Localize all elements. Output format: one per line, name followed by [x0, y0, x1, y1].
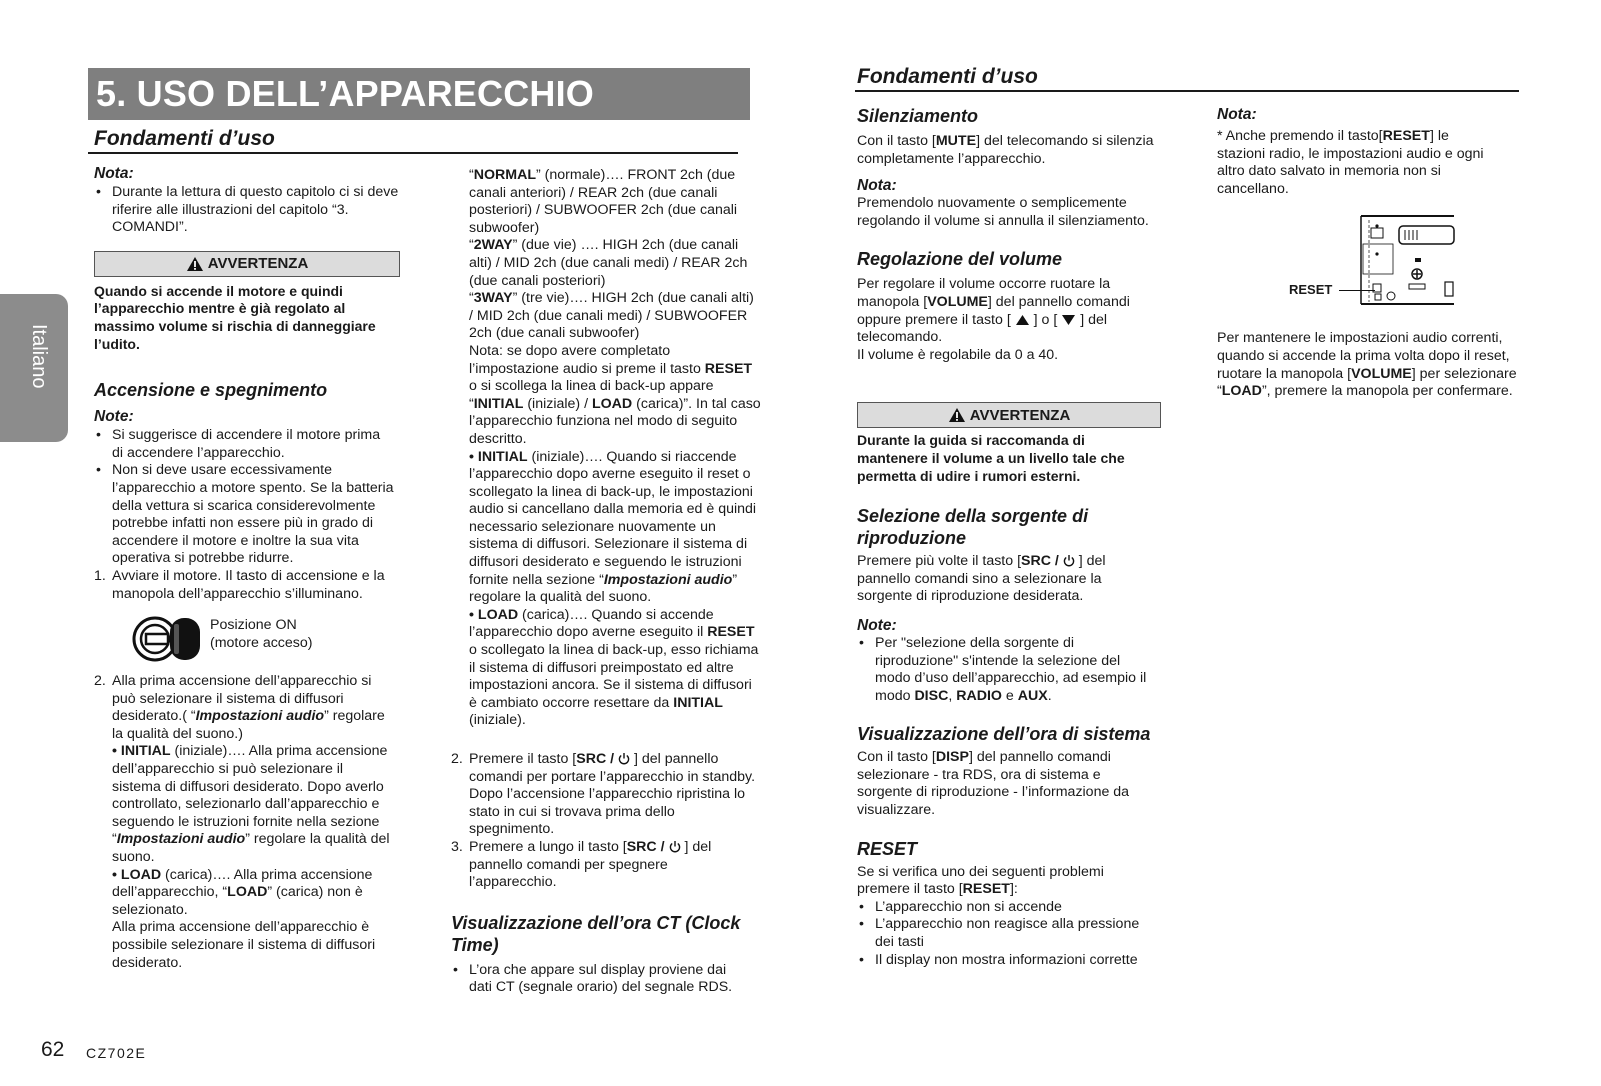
time-text: Con il tasto [DISP] del pannello comandi selezionare - tra RDS, ora di sistema e sorgente di riproduzione - l’informazione da visualizzare.	[857, 749, 1130, 819]
warning-icon	[948, 407, 966, 423]
reset-note: Nota: se dopo avere completato l’impostazione audio si preme il tasto RESET o si scollega la linea di back-up appare “INITIAL (iniziale) / LOAD (carica)”. In tal caso l’apparecchio funziona nel modo di seguito descritto.	[469, 342, 761, 447]
reset-nota-label: Nota:	[1217, 106, 1257, 123]
page-number: 62	[41, 1038, 65, 1061]
heading-ct: Visualizzazione dell’ora CT (Clock Time)	[451, 912, 741, 955]
chapter-title: 5. USO DELL’APPARECCHIO	[88, 68, 750, 120]
heading-accensione: Accensione e spegnimento	[94, 380, 328, 401]
language-tab	[0, 294, 68, 442]
up-arrow-icon	[1015, 314, 1030, 326]
warning-text-volume: Durante la guida si raccomanda di mantenere il volume a un livello tale che permetta di udire i rumori esterni.	[857, 432, 1125, 484]
nota-item: • Durante la lettura di questo capitolo ci si deve riferire alle illustrazioni del capitolo “3. COMANDI”.	[94, 184, 404, 237]
initial-mode: • INITIAL (iniziale)…. Quando si riaccende l’apparecchio dopo averne eseguito il reset o scollegato la linea di back-up, le impostazioni audio si cancellano dalla memoria ed è quindi necessario selezionare nuovamente un sistema di diffusori. Selezionare il sistema di diffusori desiderato e seguendo le istruzioni fornite nella sezione “Impostazioni audio” regolare la qualità del suono.	[469, 448, 757, 606]
warning-box-volume	[857, 402, 1161, 428]
right-column-a	[857, 105, 1157, 969]
volume-load-text: Per mantenere le impostazioni audio correnti, quando si accende la prima volta dopo il reset, ruotare la manopola [VOLUME] per selezionare “LOAD”, premere la manopola per confermare.	[1217, 330, 1517, 400]
reset-callout-line	[1339, 290, 1375, 291]
reset-nota-text: * Anche premendo il tasto[RESET] le stazioni radio, le impostazioni audio e ogni altro dato salvato in memoria non si cancellano.	[1217, 128, 1484, 197]
section-title-left: Fondamenti d’uso	[88, 126, 738, 154]
down-arrow-icon	[1061, 314, 1076, 326]
key-caption-1: Posizione ON	[210, 617, 297, 634]
middle-steps	[451, 751, 757, 997]
power-icon	[618, 752, 630, 765]
warning-icon	[186, 256, 204, 272]
language-tab-label: Italiano	[28, 324, 50, 389]
reset-item: • L’apparecchio non si accende	[857, 899, 1157, 917]
step-2: 2. Alla prima accensione dell’apparecchio si può selezionare il sistema di diffusori desiderato.( “Impostazioni audio” regolare la qualità del suono.) • INITIAL (iniziale)…. Alla prima accensione dell’apparecchio si può selezionare il sistema di diffusori desiderato. Dopo averlo controllato, selezionarlo dall’apparecchio e seguendo le istruzioni fornite nella sezione “Impostazioni audio” regolare la qualità del suono. • LOAD (carica)…. Alla prima accensione dell’apparecchio, “LOAD” (carica) non è selezionato. Alla prima accensione dell’apparecchio è possibile selezionare il sistema di diffusori desiderato.	[94, 673, 390, 971]
note-label: Note:	[94, 408, 134, 426]
step-2-standby: 2. Premere il tasto [SRC / ] del pannello comandi per portare l’apparecchio in standby. Dopo l’accensione l’apparecchio ripristina lo stato in cui si trovava prima dello spegnimento.	[451, 751, 756, 838]
step-1: 1. Avviare il motore. Il tasto di accensione e la manopola dell’apparecchio s’illuminano.	[94, 567, 385, 602]
source-note-item: • Per "selezione della sorgente di riproduzione" s'intende la selezione del modo d’uso dell’apparecchio, ad esempio il modo DISC, RADIO e AUX.	[857, 635, 1155, 705]
step-3-off: 3. Premere a lungo il tasto [SRC / ] del pannello comandi per spegnere l’apparecchio.	[451, 838, 712, 891]
model-name: CZ702E	[86, 1045, 147, 1061]
right-column-b	[1217, 105, 1527, 401]
speaker-3way: “3WAY” (tre vie)…. HIGH 2ch (due canali alti) / MID 2ch (due canali medi) / SUBWOOFER 2ch (due canali subwoofer)	[469, 290, 754, 342]
power-icon	[669, 840, 681, 853]
warning-text: Quando si accende il motore e quindi l’apparecchio mentre è già regolato al massimo volume si rischia di danneggiare l’udito.	[94, 282, 376, 352]
heading-reset: RESET	[857, 838, 918, 859]
heading-sorgente: Selezione della sorgente di riproduzione	[857, 506, 1089, 549]
nota-label: Nota:	[94, 165, 134, 182]
key-caption-2: (motore acceso)	[210, 635, 313, 652]
load-mode: • LOAD (carica)…. Quando si accende l’apparecchio dopo averne eseguito il RESET o scollegato la linea di back-up, esso richiama il sistema di diffusori preimpostato ed altre impostazioni ancora. Se il sistema di diffusori è cambiato occorre resettare da INITIAL (iniziale).	[469, 606, 759, 729]
speaker-2way: “2WAY” (due vie) …. HIGH 2ch (due canali alti) / MID 2ch (due canali medi) / REAR 2ch (due canali posteriori)	[469, 237, 748, 289]
heading-volume: Regolazione del volume	[857, 249, 1063, 270]
heading-silenziamento: Silenziamento	[857, 106, 979, 126]
mute-nota-text: Premendolo nuovamente o semplicemente regolando il volume si annulla il silenziamento.	[857, 195, 1149, 229]
speaker-normal: “NORMAL” (normale)…. FRONT 2ch (due canali anteriori) / REAR 2ch (due canali posteriori) / SUBWOOFER 2ch (due canali subwoofer)	[469, 167, 738, 236]
warning-box	[94, 251, 400, 277]
heading-ora-sistema: Visualizzazione dell’ora di sistema	[857, 724, 1151, 745]
ignition-figure	[94, 609, 404, 673]
reset-item: • Il display non mostra informazioni corrette	[857, 952, 1157, 970]
volume-text: Per regolare il volume occorre ruotare la manopola [VOLUME] del pannello comandi oppure premere il tasto [ ] o [ ] del telecomando. Il volume è regolabile da 0 a 40.	[857, 276, 1130, 363]
mute-nota-label: Nota:	[857, 177, 897, 195]
source-note-label: Note:	[857, 616, 897, 634]
section-title-right: Fondamenti d’uso	[855, 64, 1519, 92]
note-item: • Si suggerisce di accendere il motore prima di accendere l’apparecchio.	[94, 427, 394, 462]
left-column-a	[94, 164, 404, 972]
source-text: Premere più volte il tasto [SRC / ] del pannello comandi sino a selezionare la sorgente di riproduzione desiderata.	[857, 553, 1106, 605]
warning-label: AVVERTENZA	[207, 255, 309, 273]
unit-panel-illustration	[1357, 214, 1455, 312]
reset-text: Se si verifica uno dei seguenti problemi premere il tasto [RESET]:	[857, 863, 1104, 898]
ignition-key-icon	[132, 616, 206, 662]
reset-item: • L’apparecchio non reagisce alla pressione dei tasti	[857, 916, 1157, 951]
note-item: • Non si deve usare eccessivamente l’apparecchio a motore spento. Se la batteria della vettura si scarica considerevolmente potrebbe infatti non essere più in grado di accendere il motore e inoltre la sua vita operativa si potrebbe ridurre.	[94, 462, 394, 568]
reset-figure	[1217, 214, 1527, 330]
power-icon	[1063, 554, 1075, 567]
reset-callout-label: RESET	[1289, 282, 1333, 298]
mute-text: Con il tasto [MUTE] del telecomando si silenzia completamente l’apparecchio.	[857, 133, 1154, 167]
warning-label: AVVERTENZA	[969, 406, 1071, 424]
middle-column	[469, 167, 761, 730]
ct-item: • L’ora che appare sul display proviene dai dati CT (segnale orario) del segnale RDS.	[451, 962, 751, 997]
